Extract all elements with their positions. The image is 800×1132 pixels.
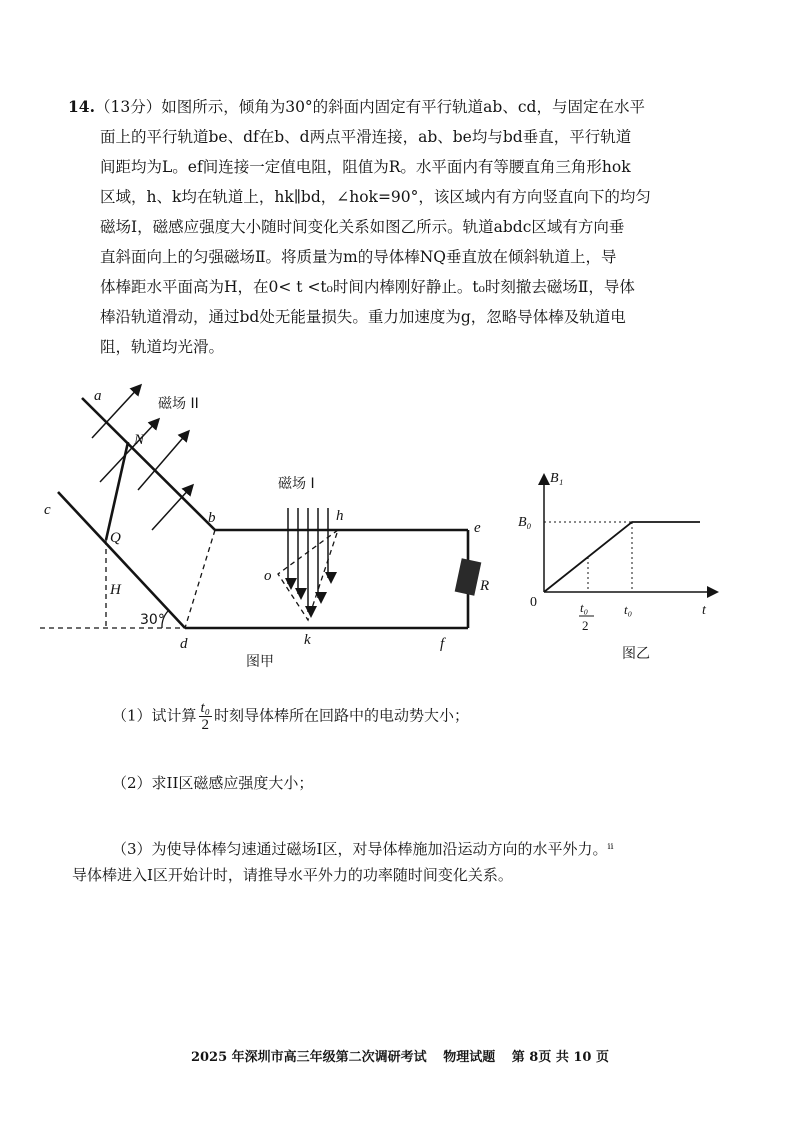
question-3-line-2: 导体棒进入I区开始计时，请推导水平外力的功率随时间变化关系。 bbox=[72, 866, 513, 884]
origin-label: 0 bbox=[530, 595, 537, 610]
problem-number: 14. bbox=[68, 97, 95, 116]
figure-a-rail-diagram bbox=[40, 380, 510, 680]
bt-series-line bbox=[544, 522, 700, 592]
label-h-height: H bbox=[110, 582, 121, 598]
problem-text-line: 阻，轨道均光滑。 bbox=[100, 338, 225, 356]
problem-text-line: 区域，h、k均在轨道上，hk∥bd，∠hok=90°，该区域内有方向竖直向下的均匀 bbox=[100, 188, 651, 206]
tick-half-t0-num: t₀ bbox=[580, 600, 589, 615]
problem-text-line: 间距均为L。ef间连接一定值电阻，阻值为R。水平面内有等腰直角三角形hok bbox=[100, 158, 631, 176]
resistor-r bbox=[455, 558, 482, 595]
question-2: （2）求II区磁感应强度大小； bbox=[112, 774, 314, 792]
rail-ab bbox=[82, 398, 215, 530]
figure-b-caption: 图乙 bbox=[622, 646, 650, 662]
footer-exam: 2025 年深圳市高三年级第二次调研考试 bbox=[190, 1050, 427, 1065]
question-1 bbox=[112, 700, 469, 733]
q1-prefix: （1）试计算 bbox=[112, 706, 197, 725]
problem-text-line: 体棒距水平面高为H，在0< t <t₀时间内棒刚好静止。t₀时刻撤去磁场Ⅱ，导体 bbox=[100, 278, 635, 296]
y-axis-label: B₁ bbox=[550, 471, 564, 486]
x-axis-label: t bbox=[702, 603, 706, 618]
problem-line-1 bbox=[68, 92, 668, 122]
tick-half-t0-den: 2 bbox=[582, 618, 589, 633]
q1-frac-num: t₀ bbox=[200, 700, 210, 716]
figure-a-caption: 图甲 bbox=[246, 654, 274, 670]
label-k: k bbox=[304, 632, 311, 648]
question-3-line-1: （3）为使导体棒匀速通过磁场I区，对导体棒施加沿运动方向的水平外力。ⁱⁱ bbox=[112, 840, 614, 858]
label-angle: 30° bbox=[140, 612, 165, 628]
label-q: Q bbox=[110, 530, 121, 546]
footer-subject: 物理试题 bbox=[443, 1050, 496, 1065]
label-e: e bbox=[474, 520, 481, 536]
label-d: d bbox=[180, 636, 188, 652]
label-n: N bbox=[134, 432, 145, 448]
page-footer bbox=[0, 1046, 800, 1065]
label-field-2: 磁场 II bbox=[158, 396, 199, 412]
label-o: o bbox=[264, 568, 272, 584]
rod-nq bbox=[106, 442, 128, 540]
problem-text-line: 棒沿轨道滑动，通过bd处无能量损失。重力加速度为g，忽略导体棒及轨道电 bbox=[100, 308, 626, 326]
q1-frac-den: 2 bbox=[201, 717, 209, 733]
q1-suffix: 时刻导体棒所在回路中的电动势大小； bbox=[213, 706, 469, 725]
tick-t0: t₀ bbox=[624, 602, 633, 617]
q1-fraction bbox=[199, 700, 212, 733]
figure-b-bt-graph bbox=[510, 470, 720, 670]
problem-text-line: 面上的平行轨道be、df在b、d两点平滑连接，ab、be均与bd垂直，平行轨道 bbox=[100, 128, 632, 146]
problem-text-line: 磁场Ⅰ，磁感应强度大小随时间变化关系如图乙所示。轨道abdc区域有方向垂 bbox=[100, 218, 625, 236]
problem-statement bbox=[68, 92, 668, 362]
label-a: a bbox=[94, 388, 102, 404]
label-b: b bbox=[208, 510, 216, 526]
footer-page: 第 8页 共 10 页 bbox=[511, 1050, 610, 1065]
problem-text-line: 如图所示，倾角为30°的斜面内固定有平行轨道ab、cd，与固定在水平 bbox=[161, 98, 645, 116]
problem-text-line: 直斜面向上的匀强磁场Ⅱ。将质量为m的导体棒NQ垂直放在倾斜轨道上，导 bbox=[100, 248, 617, 266]
label-field-1: 磁场 I bbox=[278, 476, 315, 492]
problem-points: （13分） bbox=[94, 98, 162, 116]
label-c: c bbox=[44, 502, 51, 518]
rail-cd bbox=[58, 492, 185, 628]
label-h: h bbox=[336, 508, 344, 524]
tick-b0: B₀ bbox=[518, 515, 532, 530]
dashed-bd bbox=[185, 530, 215, 628]
label-r: R bbox=[480, 578, 490, 594]
label-f: f bbox=[440, 636, 445, 652]
